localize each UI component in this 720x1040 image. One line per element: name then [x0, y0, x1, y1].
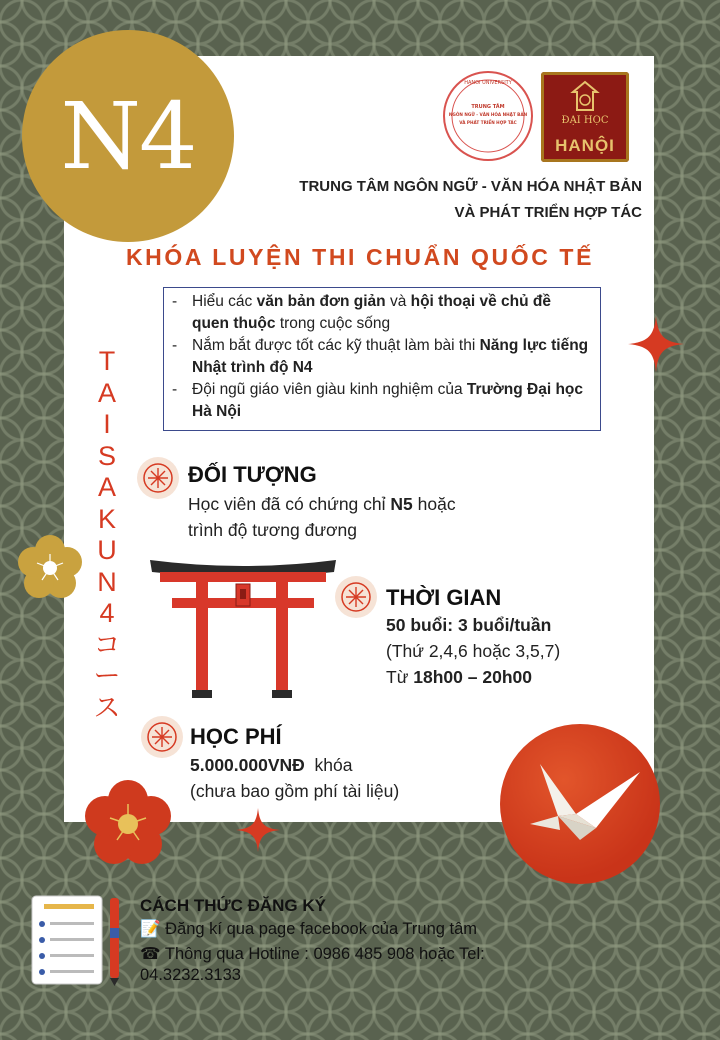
doi-tuong-line1: [188, 491, 456, 517]
vertical-char: ー: [93, 661, 121, 691]
doi-tuong-text: Học viên đã có chứng chỉ: [188, 494, 391, 514]
crane-circle: [500, 724, 660, 884]
seal-text-4: VÀ PHÁT TRIỂN HỢP TÁC: [459, 120, 517, 125]
feature-item: - Đội ngũ giáo viên giàu kinh nghiệm của Trường Đại học Hà Nội: [172, 381, 584, 420]
level-badge: [22, 30, 234, 242]
feature-bold: Trường Đại học Hà Nội: [192, 381, 584, 420]
vertical-char: N: [97, 566, 117, 597]
uni-logo-line1: ĐẠI HỌC: [561, 115, 609, 126]
thoi-gian-bold: 18h00 – 20h00: [413, 667, 532, 687]
doi-tuong-line2: trình độ tương đương: [188, 520, 357, 540]
registration-text: Đăng kí qua page facebook của Trung tâm: [165, 920, 478, 938]
hoc-phi-line2: (chưa bao gồm phí tài liệu): [190, 781, 400, 801]
red-flower-icon: [80, 776, 176, 872]
feature-bold: Năng lực tiếng Nhật trình độ N4: [192, 337, 589, 376]
vertical-char: A: [97, 377, 116, 408]
sparkle-star-icon: [236, 808, 280, 852]
feature-text: và: [385, 293, 411, 310]
hoc-phi-title: HỌC PHÍ: [190, 724, 282, 749]
facebook-page-icon: 📝: [140, 920, 161, 938]
thoi-gian-line1: 50 buổi: 3 buổi/tuần: [386, 615, 552, 635]
org-name-line1: TRUNG TÂM NGÔN NGỮ - VĂN HÓA NHẬT BẢN: [299, 178, 642, 195]
temple-gate-icon: [567, 80, 603, 114]
thoi-gian-line2: (Thứ 2,4,6 hoặc 3,5,7): [386, 641, 561, 661]
center-seal-logo: [442, 70, 534, 162]
vertical-char: T: [98, 346, 116, 376]
feature-item: - Nắm bắt được tốt các kỹ thuật làm bài thi Năng lực tiếng Nhật trình độ N4: [172, 337, 589, 376]
vertical-course-name: [92, 345, 122, 723]
features-box: [163, 287, 601, 431]
feature-text: Hiểu các: [192, 293, 257, 310]
course-title: KHÓA LUYỆN THI CHUẨN QUỐC TẾ: [125, 244, 595, 270]
feature-bold: hội thoại về chủ đề quen thuộc: [192, 293, 552, 332]
university-logo: [541, 72, 629, 162]
vertical-char: I: [103, 409, 111, 439]
vertical-char: U: [97, 535, 117, 565]
thoi-gian-title: THỜI GIAN: [386, 585, 502, 610]
registration-line2: [140, 944, 485, 964]
vertical-char: A: [97, 472, 116, 502]
phone-icon: ☎: [140, 945, 161, 963]
org-name-line2: VÀ PHÁT TRIỂN HỢP TÁC: [454, 204, 642, 221]
registration-line3: 04.3232.3133: [140, 966, 241, 984]
vertical-char: S: [97, 440, 116, 471]
hoc-phi-line1: [190, 752, 353, 778]
registration-title: CÁCH THỨC ĐĂNG KÝ: [140, 896, 326, 915]
registration-line1: [140, 920, 477, 939]
feature-text: Nắm bắt được tốt các kỹ thuật làm bài thi: [192, 337, 480, 354]
vertical-char: ス: [93, 692, 121, 723]
uni-logo-line2: HANỘI: [555, 136, 615, 155]
registration-text: Thông qua Hotline : 0986 485 908 hoặc Tel:: [164, 945, 485, 963]
feature-text: trong cuộc sống: [275, 315, 391, 332]
doi-tuong-bold: N5: [390, 494, 413, 514]
feature-text: Đội ngũ giáo viên giàu kinh nghiệm của: [192, 381, 467, 398]
feature-bold: văn bản đơn giản: [256, 293, 386, 310]
seal-text-2: TRUNG TÂM: [471, 104, 505, 110]
seal-text-1: HANOI UNIVERSITY: [464, 80, 512, 86]
checklist-icon: [30, 892, 126, 988]
doi-tuong-text: hoặc: [412, 494, 456, 514]
level-text: N4: [60, 82, 196, 190]
sparkle-star-icon: [628, 316, 684, 372]
thoi-gian-line3: [386, 664, 532, 690]
doi-tuong-title: ĐỐI TƯỢNG: [188, 462, 317, 487]
section-flower-icon: [140, 715, 184, 759]
paper-crane-icon: [500, 724, 660, 884]
seal-text-3: NGÔN NGỮ - VĂN HÓA NHẬT BẢN: [448, 112, 528, 117]
section-flower-icon: [136, 456, 180, 500]
thoi-gian-text: Từ: [386, 667, 414, 687]
vertical-char: K: [97, 503, 116, 534]
section-flower-icon: [334, 575, 378, 619]
vertical-char: コ: [93, 629, 121, 660]
vertical-char: 4: [99, 598, 115, 628]
torii-gate-icon: [148, 554, 338, 700]
gold-flower-icon: [14, 532, 86, 604]
feature-item: - Hiểu các văn bản đơn giản và hội thoại về chủ đề quen thuộc trong cuộc sống: [172, 293, 552, 332]
hoc-phi-price: 5.000.000VNĐ: [190, 755, 305, 775]
hoc-phi-unit: khóa: [304, 755, 353, 775]
